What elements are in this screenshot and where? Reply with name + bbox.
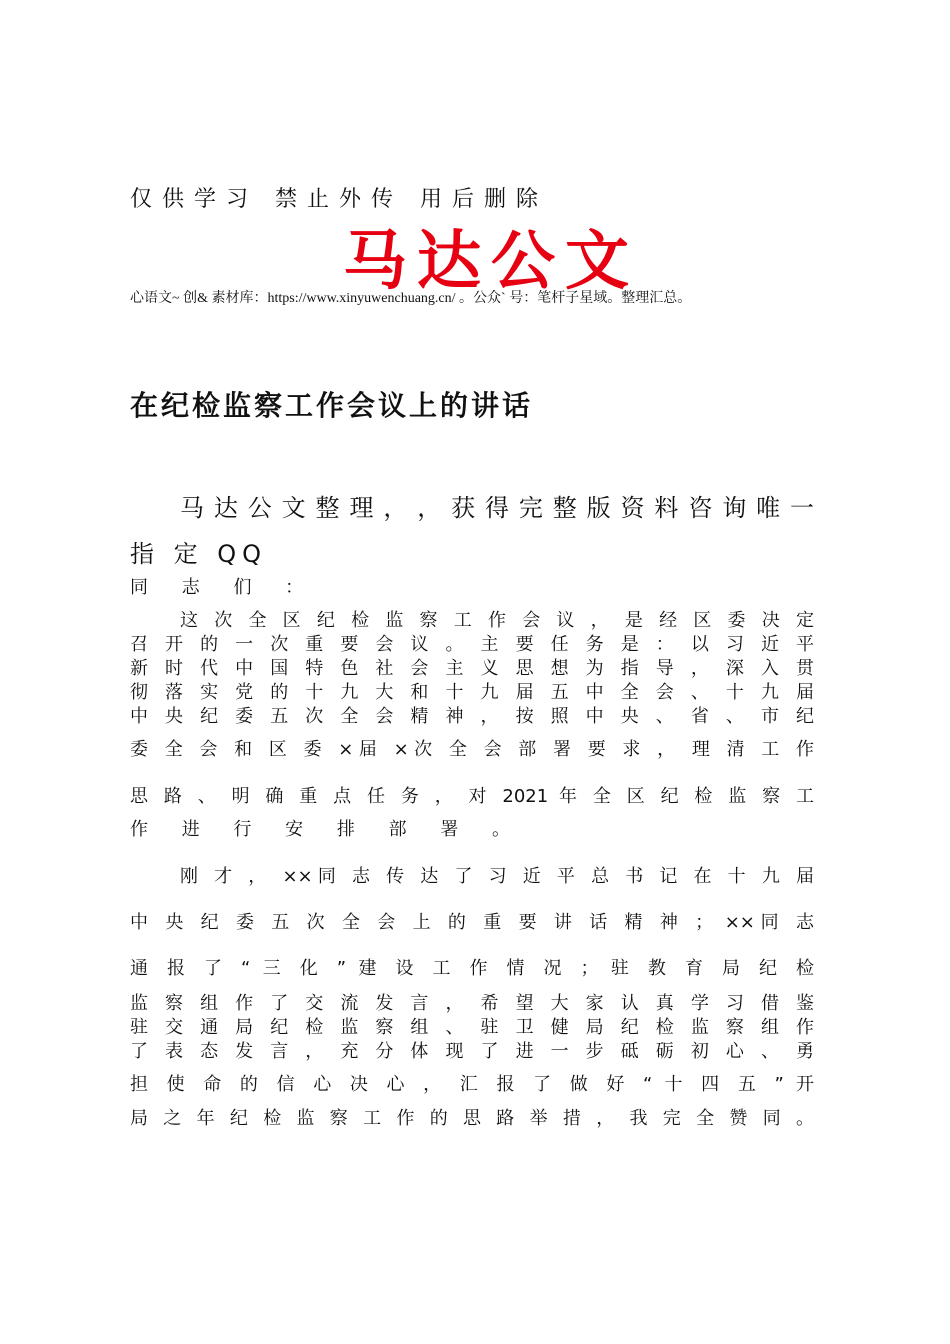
intro-line: 指 定 QQ bbox=[130, 540, 268, 568]
paragraph-line: 新 时 代 中 国 特 色 社 会 主 义 思 想 为 指 导 ， 深 入 贯 bbox=[130, 658, 814, 679]
intro-line: 马 达 公 文 整 理 ， ， 获 得 完 整 版 资 料 咨 询 唯 一 bbox=[180, 494, 814, 522]
paragraph-line: 担 使 命 的 信 心 决 心 ， 汇 报 了 做 好 “ 十 四 五 ” 开 bbox=[130, 1074, 814, 1095]
paragraph-line: 驻 交 通 局 纪 检 监 察 组 、 驻 卫 健 局 纪 检 监 察 组 作 bbox=[130, 1017, 814, 1038]
brand-logo-text: 马达公文 bbox=[343, 224, 639, 299]
paragraph-line: 作 进 行 安 排 部 署 。 bbox=[130, 819, 525, 840]
paragraph-line: 中 央 纪 委 五 次 全 会 上 的 重 要 讲 话 精 神 ； ××同 志 bbox=[130, 912, 814, 933]
source-attribution: 心语文~ 创& 素材库：https://www.xinyuwenchuang.cn/ 。公众` 号：笔杆子星域。整理汇总。 bbox=[130, 291, 692, 306]
paragraph-line: 召 开 的 一 次 重 要 会 议 。 主 要 任 务 是 ： 以 习 近 平 bbox=[130, 634, 814, 655]
paragraph-line: 中 央 纪 委 五 次 全 会 精 神 ， 按 照 中 央 、 省 、 市 纪 bbox=[130, 706, 814, 727]
paragraph-line: 思 路 、 明 确 重 点 任 务 ， 对 2021 年 全 区 纪 检 监 察 工 bbox=[130, 786, 814, 807]
paragraph-line: 了 表 态 发 言 ， 充 分 体 现 了 进 一 步 砥 砺 初 心 、 勇 bbox=[130, 1041, 814, 1062]
paragraph-line: 局 之 年 纪 检 监 察 工 作 的 思 路 举 措 ， 我 完 全 赞 同 。 bbox=[130, 1108, 814, 1129]
paragraph-line: 委 全 会 和 区 委 ×届 ×次 全 会 部 署 要 求 ， 理 清 工 作 bbox=[130, 739, 814, 760]
paragraph-line: 这 次 全 区 纪 检 监 察 工 作 会 议 ， 是 经 区 委 决 定 bbox=[180, 610, 814, 631]
salutation: 同 志 们 ： bbox=[130, 577, 318, 598]
paragraph-line: 监 察 组 作 了 交 流 发 言 ， 希 望 大 家 认 真 学 习 借 鉴 bbox=[130, 993, 814, 1014]
document-title: 在纪检监察工作会议上的讲话 bbox=[130, 389, 534, 422]
usage-notice: 仅供学习 禁止外传 用后删除 bbox=[130, 187, 548, 212]
paragraph-line: 彻 落 实 党 的 十 九 大 和 十 九 届 五 中 全 会 、 十 九 届 bbox=[130, 682, 814, 703]
paragraph-line: 刚 才 ， ××同 志 传 达 了 习 近 平 总 书 记 在 十 九 届 bbox=[180, 866, 814, 887]
paragraph-line: 通 报 了 “ 三 化 ” 建 设 工 作 情 况 ； 驻 教 育 局 纪 检 bbox=[130, 958, 814, 979]
